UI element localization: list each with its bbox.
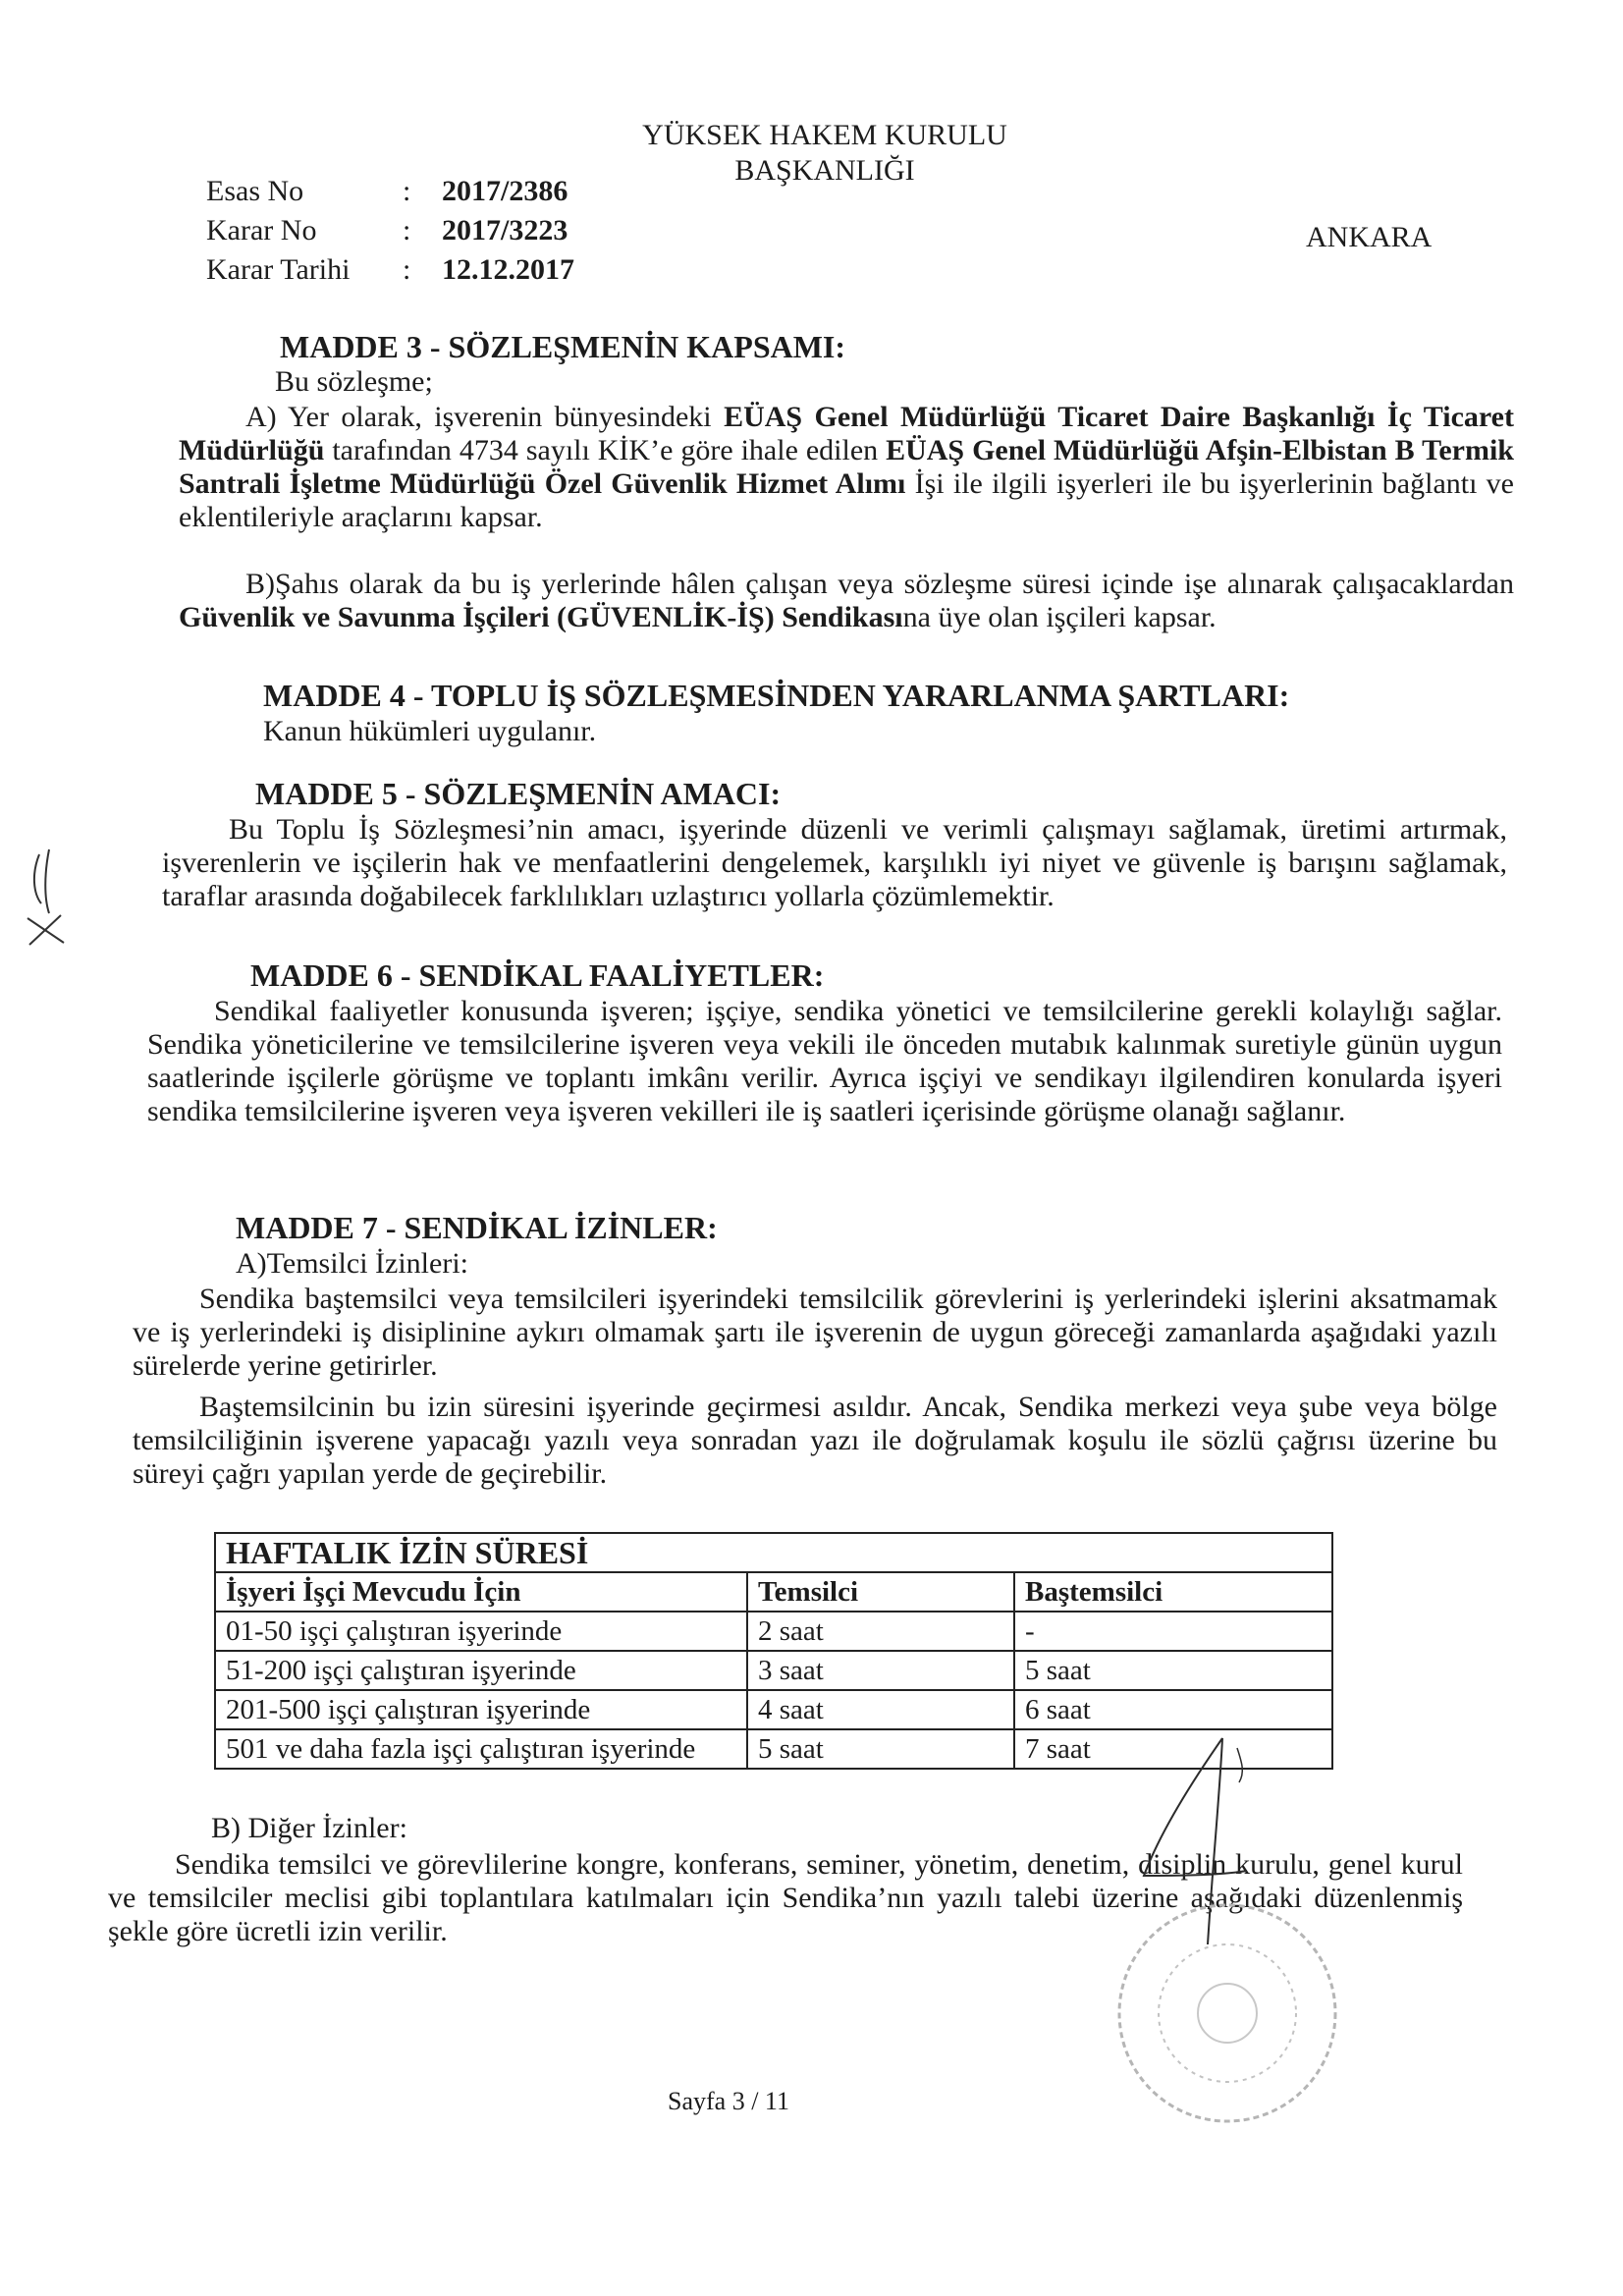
row-bastemsilci: - xyxy=(1014,1612,1332,1651)
row-label: 501 ve daha fazla işçi çalıştıran işyerinde xyxy=(215,1729,747,1769)
madde-4-text: Kanun hükümleri uygulanır. xyxy=(263,715,597,747)
madde-3-a-bold-1: EÜAŞ Genel Müdürlüğü Ticaret Daire Başkanlığı İç Ticaret Müdürlüğü xyxy=(179,401,1514,466)
madde-7-heading: MADDE 7 - SENDİKAL İZİNLER: xyxy=(236,1210,718,1245)
table-row xyxy=(215,1651,1332,1690)
column-header-workplace: İşyeri İşçi Mevcudu İçin xyxy=(215,1572,747,1612)
madde-3-b-text-2: na üye olan işçileri kapsar. xyxy=(902,601,1217,633)
madde-5-text: Bu Toplu İş Sözleşmesi’nin amacı, işyerinde düzenli ve verimli çalışmayı sağlamak, üretimi artırmak, işverenlerin ve işçilerin hak ve menfaatlerini dengelemek, karşılıklı iyi niyet ve güvenle iş barışını sağlamak, taraflar arasında doğabilecek farklılıkları uzlaştırıcı yollarla çözümlemektir. xyxy=(162,813,1507,912)
court-name xyxy=(550,118,1100,189)
table-row xyxy=(215,1612,1332,1651)
madde-4-heading: MADDE 4 - TOPLU İŞ SÖZLEŞMESİNDEN YARARLANMA ŞARTLARI: xyxy=(263,678,1290,713)
madde-7-paragraph-3: Sendika temsilci ve görevlilerine kongre, konferans, seminer, yönetim, denetim, disiplin kurulu, genel kurul ve temsilciler meclisi gibi toplantılara katılmaları için Sendika’nın yazılı talebi üzerine aşağıdaki düzenlenmiş şekle göre ücretli izin verilir. xyxy=(108,1848,1463,1947)
row-label: 201-500 işçi çalıştıran işyerinde xyxy=(215,1690,747,1729)
karar-no-value: 2017/3223 xyxy=(442,214,568,246)
esas-no-row xyxy=(206,175,568,208)
row-bastemsilci: 7 saat xyxy=(1014,1729,1332,1769)
madde-6-text: Sendikal faaliyetler konusunda işveren; işçiye, sendika yönetici ve temsilcilerine gerekli kolaylığı sağlar. Sendika yöneticilerine ve temsilcilerine işveren veya vekili ile önceden mutabık kalınmak suretiyle günün uygun saatlerinde işçilerle görüşme ve toplantı imkânı verilir. Ayrıca işçiyi ve sendikayı ilgilendiren konularda işyeri sendika temsilcilerine işveren veya işveren vekilleri ile iş saatleri içerisinde görüşme olanağı sağlanır. xyxy=(147,995,1502,1127)
row-temsilci: 2 saat xyxy=(747,1612,1014,1651)
row-label: 51-200 işçi çalıştıran işyerinde xyxy=(215,1651,747,1690)
table-title-row xyxy=(215,1533,1332,1572)
madde-3-a-text-1: A) Yer olarak, işverenin bünyesindeki xyxy=(245,401,725,433)
official-stamp xyxy=(1100,1886,1355,2141)
court-line-2: BAŞKANLIĞI xyxy=(734,154,915,187)
karar-no-row xyxy=(206,214,568,247)
madde-3-a-text-3: İşi ile ilgili işyerleri ile bu işyerlerinin bağlantı ve eklentileriyle araçlarını kapsar. xyxy=(179,467,1514,533)
madde-3-a-text-2: tarafından 4734 sayılı KİK’e göre ihale edilen xyxy=(324,434,887,466)
madde-3-intro: Bu sözleşme; xyxy=(275,365,433,398)
madde-6-heading: MADDE 6 - SENDİKAL FAALİYETLER: xyxy=(250,957,825,993)
esas-no-value: 2017/2386 xyxy=(442,175,568,207)
karar-tarihi-label: Karar Tarihi xyxy=(206,253,351,286)
madde-7-sub-b: B) Diğer İzinler: xyxy=(211,1812,407,1844)
row-temsilci: 4 saat xyxy=(747,1690,1014,1729)
city-label: ANKARA xyxy=(1306,221,1433,253)
row-temsilci: 3 saat xyxy=(747,1651,1014,1690)
table-header-row xyxy=(215,1572,1332,1612)
table-title: HAFTALIK İZİN SÜRESİ xyxy=(215,1533,1332,1572)
karar-tarihi-row xyxy=(206,253,574,287)
page-number: Sayfa 3 / 11 xyxy=(668,2087,789,2115)
court-line-1: YÜKSEK HAKEM KURULU xyxy=(642,119,1007,151)
column-header-bastemsilci: Baştemsilci xyxy=(1014,1572,1332,1612)
karar-tarihi-value: 12.12.2017 xyxy=(442,253,574,286)
row-label: 01-50 işçi çalıştıran işyerinde xyxy=(215,1612,747,1651)
karar-no-sep: : xyxy=(403,214,411,246)
margin-initial-mark xyxy=(20,845,79,953)
madde-3-paragraph-b xyxy=(179,568,1514,634)
madde-3-b-bold-1: Güvenlik ve Savunma İşçileri (GÜVENLİK-İŞ) Sendikası xyxy=(179,601,903,633)
madde-3-a-bold-2: EÜAŞ Genel Müdürlüğü Afşin-Elbistan B Termik Santrali İşletme Müdürlüğü Özel Güvenlik Hizmet Alımı xyxy=(179,434,1514,500)
madde-3-heading: MADDE 3 - SÖZLEŞMENİN KAPSAMI: xyxy=(280,329,846,364)
row-bastemsilci: 5 saat xyxy=(1014,1651,1332,1690)
row-bastemsilci: 6 saat xyxy=(1014,1690,1332,1729)
table-row xyxy=(215,1690,1332,1729)
esas-no-label: Esas No xyxy=(206,175,304,207)
karar-no-label: Karar No xyxy=(206,214,317,246)
esas-no-sep: : xyxy=(403,175,411,207)
madde-3-b-text-1: B)Şahıs olarak da bu iş yerlerinde hâlen çalışan veya sözleşme süresi içinde işe alınarak çalışacaklardan xyxy=(245,568,1514,600)
karar-tarihi-sep: : xyxy=(403,253,411,286)
column-header-temsilci: Temsilci xyxy=(747,1572,1014,1612)
madde-7-paragraph-2: Baştemsilcinin bu izin süresini işyerinde geçirmesi asıldır. Ancak, Sendika merkezi veya şube veya bölge temsilciliğinin işverene yapacağı yazılı veya sonradan yazı ile doğrulamak koşulu ile sözlü çağrısı üzerine bu süreyi çağrı yapılan yerde de geçirebilir. xyxy=(133,1391,1497,1490)
row-temsilci: 5 saat xyxy=(747,1729,1014,1769)
madde-5-heading: MADDE 5 - SÖZLEŞMENİN AMACI: xyxy=(255,776,782,811)
madde-7-sub-a: A)Temsilci İzinleri: xyxy=(236,1247,468,1280)
madde-3-paragraph-a xyxy=(179,401,1514,534)
madde-7-paragraph-1: Sendika baştemsilci veya temsilcileri işyerindeki temsilcilik görevlerini iş yerlerindeki işlerini aksatmamak ve iş yerlerindeki iş disiplinine aykırı olmamak şartı ile işverenin de uygun göreceği zamanlarda aşağıdaki yazılı sürelerde yerine getirirler. xyxy=(133,1283,1497,1382)
